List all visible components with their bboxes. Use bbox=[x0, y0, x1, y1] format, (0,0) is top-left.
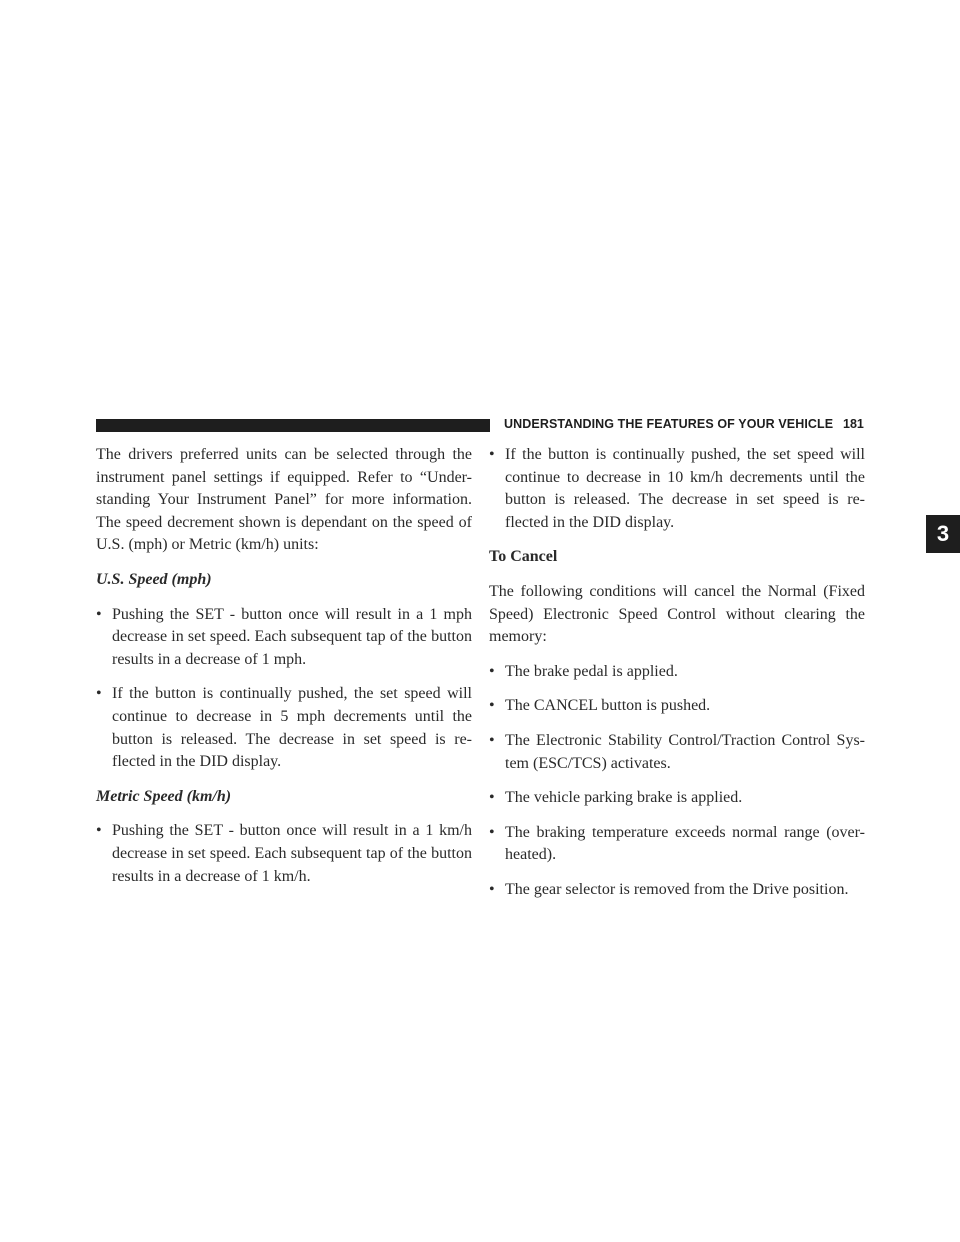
list-item bbox=[96, 820, 472, 888]
list-item-text: Pushing the SET - button once will result in a 1 mph decrease in set speed. Each subsequent tap of the button results in a decrease of 1 mph. bbox=[112, 605, 472, 668]
right-column bbox=[489, 444, 865, 914]
list-item bbox=[489, 444, 865, 534]
list-item-text: The Electronic Stability Control/Traction Control Sys-tem (ESC/TCS) activates. bbox=[505, 731, 865, 772]
to-cancel-heading: To Cancel bbox=[489, 548, 558, 566]
list-item bbox=[489, 695, 865, 718]
section-title: UNDERSTANDING THE FEATURES OF YOUR VEHICLE bbox=[504, 417, 834, 431]
bullet-icon: • bbox=[489, 823, 495, 841]
bullet-icon: • bbox=[96, 822, 102, 840]
list-item-text: The brake pedal is applied. bbox=[505, 662, 678, 680]
page-number: 181 bbox=[843, 417, 864, 431]
chapter-tab: 3 bbox=[926, 515, 960, 553]
bullet-icon: • bbox=[489, 697, 495, 715]
us-speed-heading: U.S. Speed (mph) bbox=[96, 570, 212, 588]
list-item-text: If the button is continually pushed, the set speed will continue to decrease in 5 mph decrements until the button is released. The decrease in set speed is re-flected in the DID display. bbox=[112, 685, 472, 771]
list-item-text: Pushing the SET - button once will result in a 1 km/h decrease in set speed. Each subsequent tap of the button results in a decrease of 1 km/h. bbox=[112, 822, 472, 885]
list-item-text: The braking temperature exceeds normal range (over-heated). bbox=[505, 823, 865, 864]
bullet-icon: • bbox=[489, 446, 495, 463]
list-item bbox=[489, 787, 865, 810]
list-item bbox=[489, 730, 865, 775]
metric-speed-heading: Metric Speed (km/h) bbox=[96, 787, 232, 805]
cancel-intro-paragraph: The following conditions will cancel the Normal (Fixed Speed) Electronic Speed Control without clearing the memory: bbox=[489, 582, 865, 646]
bullet-icon: • bbox=[489, 662, 495, 680]
bullet-icon: • bbox=[96, 685, 102, 703]
bullet-icon: • bbox=[489, 880, 495, 898]
left-column bbox=[96, 444, 472, 900]
bullet-icon: • bbox=[489, 731, 495, 749]
list-item bbox=[489, 661, 865, 684]
list-item-text: If the button is continually pushed, the set speed will continue to decrease in 10 km/h decrements until the button is released. The decrease in set speed is re-flected in the DID display. bbox=[505, 446, 865, 531]
list-item-text: The vehicle parking brake is applied. bbox=[505, 789, 743, 807]
header-bar bbox=[96, 419, 490, 432]
list-item-text: The CANCEL button is pushed. bbox=[505, 697, 711, 715]
bullet-icon: • bbox=[96, 605, 102, 623]
intro-paragraph: The drivers preferred units can be selected through the instrument panel settings if equipped. Refer to “Under-standing Your Instrument Panel” for more information. The speed decrement shown is dependant on the speed of U.S. (mph) or Metric (km/h) units: bbox=[96, 446, 472, 554]
list-item bbox=[489, 822, 865, 867]
list-item bbox=[489, 879, 865, 902]
list-item bbox=[96, 604, 472, 672]
bullet-icon: • bbox=[489, 789, 495, 807]
list-item-text: The gear selector is removed from the Drive position. bbox=[505, 880, 849, 898]
list-item bbox=[96, 683, 472, 773]
